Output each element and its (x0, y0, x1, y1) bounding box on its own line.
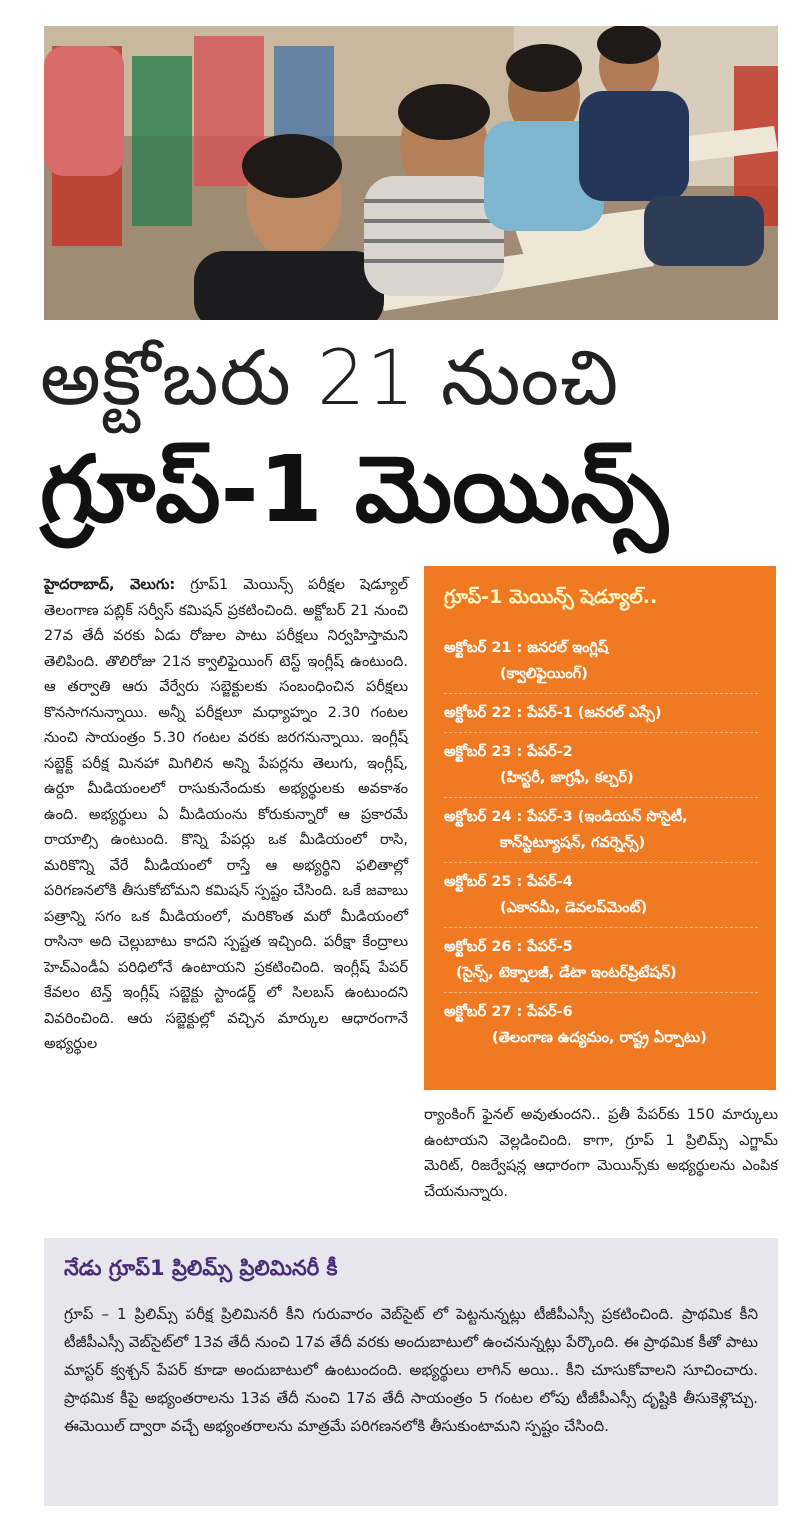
schedule-item (444, 993, 758, 1057)
schedule-item (444, 928, 758, 993)
schedule-item-sub: (తెలంగాణ ఉద్యమం, రాష్ట్ర ఏర్పాటు) (492, 1030, 707, 1046)
preliminary-key-box (44, 1238, 778, 1506)
schedule-item (444, 798, 758, 863)
headline-line-2: గ్రూప్-1 మెయిన్స్ (40, 436, 668, 543)
article-continuation: ర్యాంకింగ్ ఫైనల్ అవుతుందని.. ప్రతీ పేపర్‌కు 150 మార్కులు ఉంటాయని వెల్లడించింది. కాగా, గ్రూప్ 1 ప్రిలిమ్స్ ఎగ్జామ్ మెరిట్, రిజర్వేషన్ల ఆధారంగా మెయిన్స్‌కు అభ్యర్థులను ఎంపిక చేయనున్నారు. (424, 1106, 778, 1200)
schedule-item-sub: (హిస్టరీ, జాగ్రఫీ, కల్చర్) (500, 770, 634, 786)
schedule-item-line: అక్టోబర్ 24 : పేపర్-3 (ఇండియన్ సొసైటీ, (444, 809, 688, 825)
schedule-item-sub: కాన్‌స్టిట్యూషన్, గవర్నెన్స్) (500, 835, 646, 851)
schedule-item-line: అక్టోబర్ 27 : పేపర్-6 (444, 1004, 573, 1020)
schedule-item (444, 694, 758, 733)
schedule-item-sub: (క్వాలిఫైయింగ్) (500, 666, 588, 682)
schedule-item-sub: (ఎకానమీ, డెవలప్‌మెంట్) (500, 900, 648, 916)
article-dateline: హైదరాబాద్, వెలుగు: (44, 576, 176, 593)
preliminary-key-title: నేడు గ్రూప్1 ప్రిలిమ్స్ ప్రిలిమినరీ కీ (64, 1256, 338, 1280)
schedule-title: గ్రూప్-1 మెయిన్స్ షెడ్యూల్.. (444, 586, 658, 608)
schedule-item-sub: (సైన్స్, టెక్నాలజీ, డేటా ఇంటర్‌ప్రిటేషన్) (456, 965, 677, 981)
headline-line-1: అక్టోబరు 21 నుంచి (40, 333, 620, 422)
schedule-item-line: అక్టోబర్ 25 : పేపర్-4 (444, 874, 573, 890)
preliminary-key-text: గ్రూప్ – 1 ప్రిలిమ్స్ పరీక్ష ప్రిలిమినరీ కీని గురువారం వెబ్‌సైట్ లో పెట్టనున్నట్లు టీజీపీఎస్సీ ప్రకటించింది. ప్రాథమిక కీని టీజీపీఎస్సీ వెబ్‌సైట్‌లో 13వ తేదీ నుంచి 17వ తేదీ వరకు అందుబాటులో ఉంచనున్నట్లు పేర్కొంది. ఈ ప్రాథమిక కీతో పాటు మాస్టర్ క్వశ్చన్ పేపర్ కూడా అందుబాటులో ఉంటుందంది. అభ్యర్థులు లాగిన్ అయి.. కీని చూసుకోవాలని సూచించారు. ప్రాథమిక కీపై అభ్యంతరాలను 13వ తేదీ నుంచి 17వ తేదీ సాయంత్రం 5 గంటల లోపు టీజీపీఎస్సీ దృష్టికి తీసుకెళ్లొచ్చు. ఈమెయిల్ ద్వారా వచ్చే అభ్యంతరాలను మాత్రమే పరిగణనలోకి తీసుకుంటామని స్పష్టం చేసింది. (64, 1305, 758, 1435)
schedule-box (424, 566, 776, 1090)
schedule-item-line: అక్టోబర్ 26 : పేపర్-5 (444, 939, 573, 955)
schedule-item-line: అక్టోబర్ 21 : జనరల్ ఇంగ్లిష్ (444, 640, 609, 656)
schedule-item (444, 733, 758, 798)
schedule-item-line: అక్టోబర్ 23 : పేపర్-2 (444, 744, 573, 760)
article-paragraph (44, 572, 408, 1057)
article-body-text: గ్రూప్1 మెయిన్స్ పరీక్షల షెడ్యూల్ తెలంగాణ పబ్లిక్ సర్వీస్ కమిషన్ ప్రకటించింది. అక్టోబర్ 21 నుంచి 27వ తేదీ వరకు ఏడు రోజుల పాటు పరీక్షలు నిర్వహిస్తామని తెలిపింది. తొలిరోజు 21న క్వాలిఫైయింగ్ టెస్ట్ ఇంగ్లీష్ ఉంటుంది. ఆ తర్వాతి ఆరు వేర్వేరు సబ్జెక్టులకు సంబంధించిన పరీక్షలు కొనసాగనున్నాయి. అన్నీ పరీక్షలూ మధ్యాహ్నం 2.30 గంటల నుంచి సాయంత్రం 5.30 గంటల వరకు జరగనున్నాయి. ఇంగ్లీష్ సబ్జెక్ట్ పరీక్ష మినహా మిగిలిన అన్ని పేపర్లను తెలుగు, ఇంగ్లీష్, ఉర్దూ మీడియంలలో రాసుకునేందుకు అభ్యర్థులకు అవకాశం ఉంది. అభ్యర్థులు ఏ మీడియంను కోరుకున్నారో ఆ ప్రకారమే రాయాల్సి ఉంటుంది. కొన్ని పేపర్లు ఒక మీడియంలో రాసి, మరికొన్ని వేరే మీడియంలో రాస్తే ఆ అభ్యర్థిని ఫలితాల్లో పరిగణనలోకి తీసుకోబోమని కమిషన్ స్పష్టం చేసింది. ఒకే జవాబు పత్రాన్ని సగం ఒక మీడియంలో, మరికొంత మరో మీడియంలో రాసినా అది చెల్లుబాటు కాదని స్పష్టత ఇచ్చింది. పరీక్షా కేంద్రాలు హెచ్ఎండీఏ పరిధిలోనే ఉంటాయని ప్రకటించింది. ఇంగ్లీష్ పేపర్ కేవలం టెన్త్ ఇంగ్లీష్ సబ్జెక్టు స్టాండర్డ్ లో సిలబస్ ఉంటుందని వివరించింది. ఆరు సబ్జెక్టుల్లో వచ్చిన మార్కుల ఆధారంగానే అభ్యర్థుల (44, 576, 409, 1052)
schedule-item (444, 629, 758, 694)
schedule-item-line: అక్టోబర్ 22 : పేపర్-1 (జనరల్ ఎస్సే) (444, 705, 662, 721)
article-body-column (44, 572, 408, 1057)
exam-hall-photo (44, 26, 778, 320)
schedule-item (444, 863, 758, 928)
